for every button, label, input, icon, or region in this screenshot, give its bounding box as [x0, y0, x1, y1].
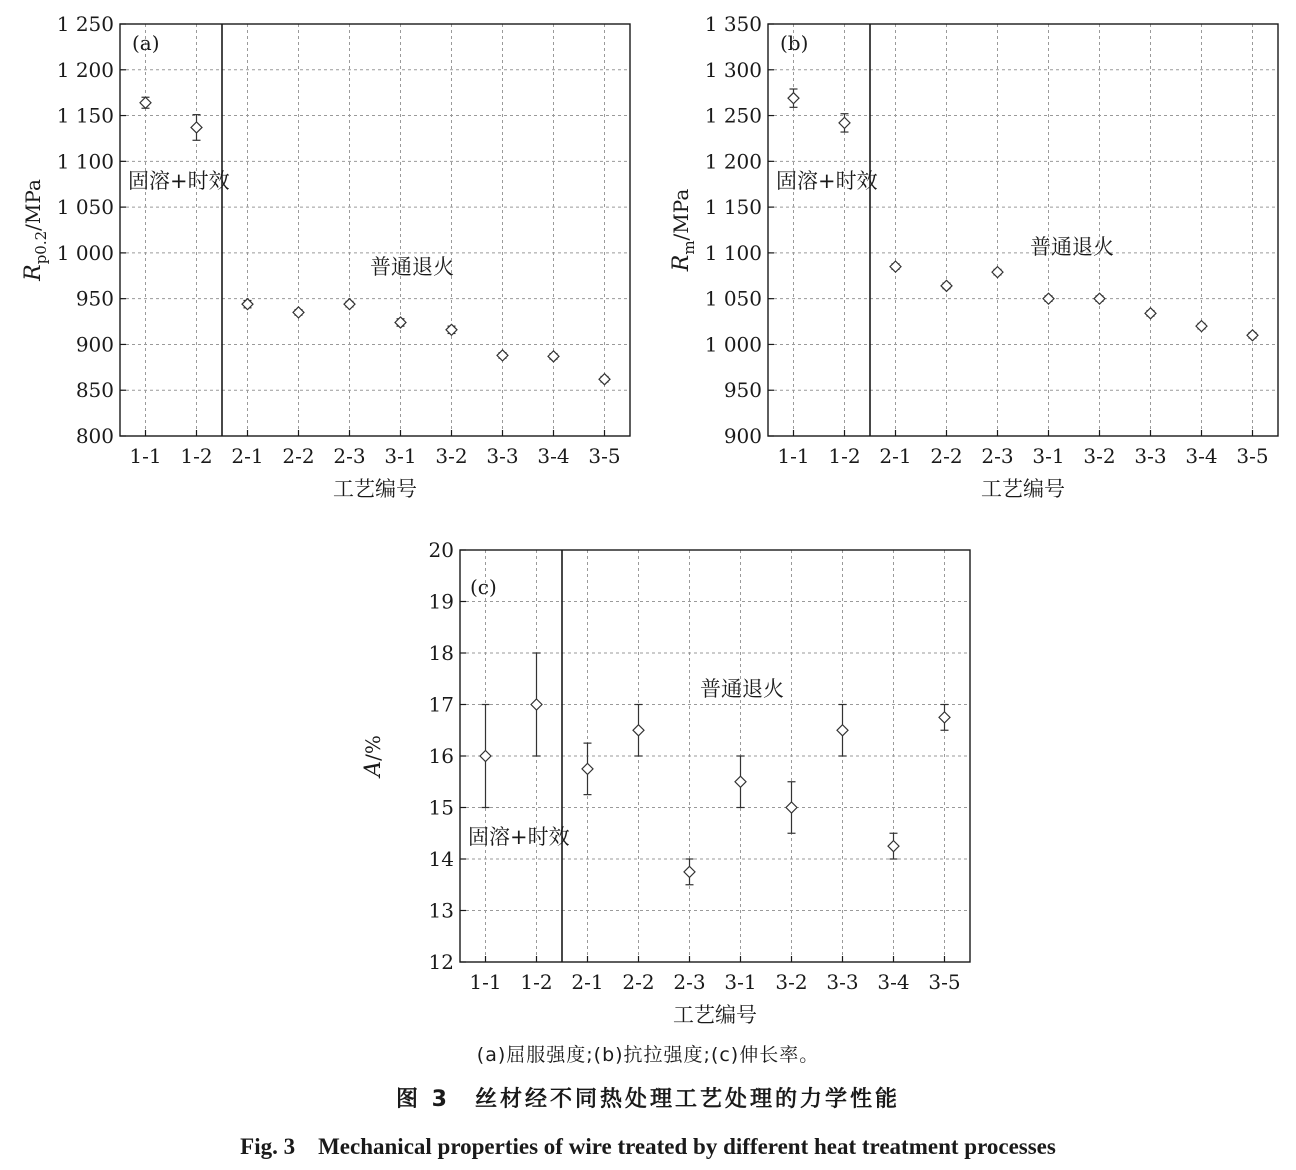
diamond-marker — [1145, 308, 1156, 319]
subfigure-caption: (a)屈服强度;(b)抗拉强度;(c)伸长率。 — [476, 1044, 820, 1066]
annotation-left-group: 固溶+时效 — [128, 169, 230, 193]
x-tick-label: 2-2 — [930, 444, 963, 468]
data-point — [582, 743, 593, 795]
diamond-marker — [344, 299, 355, 310]
y-tick-label: 850 — [75, 378, 114, 403]
diamond-marker — [786, 802, 797, 813]
diamond-marker — [599, 374, 610, 385]
data-point — [242, 299, 253, 310]
data-point — [786, 782, 797, 834]
panel-tag: (a) — [132, 31, 160, 55]
chart-panel-a — [0, 0, 650, 510]
y-axis-label — [669, 189, 698, 273]
y-tick-label: 1 000 — [704, 332, 762, 357]
y-tick-label: 14 — [428, 847, 454, 871]
y-axis-label-symbol: R — [21, 264, 46, 281]
grid — [768, 24, 1278, 436]
x-tick-label: 3-1 — [724, 970, 757, 994]
y-tick-label: 900 — [723, 424, 762, 448]
x-tick-label: 3-2 — [775, 970, 808, 994]
data-point — [992, 267, 1003, 278]
data-point — [191, 115, 202, 141]
figure-title-chinese: 图 3 丝材经不同热处理工艺处理的力学性能 — [396, 1087, 900, 1112]
y-tick-label: 1 200 — [56, 57, 114, 82]
data-point — [1145, 308, 1156, 319]
data-point — [1043, 293, 1054, 304]
y-axis-label — [21, 179, 50, 282]
y-tick-label: 17 — [428, 692, 454, 717]
diamond-marker — [1247, 330, 1258, 341]
diamond-marker — [684, 866, 695, 877]
y-axis-label-subscript: p0.2 — [32, 230, 50, 265]
x-tick-label: 3-2 — [435, 444, 468, 468]
x-tick-label: 3-1 — [384, 444, 417, 468]
data-point — [735, 756, 746, 808]
y-tick-label: 1 150 — [56, 103, 114, 128]
diamond-marker — [531, 699, 542, 710]
y-tick-label: 20 — [428, 538, 454, 562]
data-point — [941, 280, 952, 291]
x-tick-label: 3-2 — [1083, 444, 1116, 468]
x-tick-label: 1-2 — [828, 444, 861, 468]
x-axis-label: 工艺编号 — [673, 1003, 757, 1027]
y-tick-label: 12 — [428, 950, 454, 974]
x-axis-label: 工艺编号 — [333, 477, 417, 501]
diamond-marker — [480, 751, 491, 762]
x-tick-label: 3-3 — [486, 444, 519, 468]
annotation-right-group: 普通退火 — [700, 677, 784, 701]
y-axis-label-subscript: m — [680, 240, 698, 255]
diamond-marker — [1196, 321, 1207, 332]
y-axis-label-unit: /MPa — [21, 179, 45, 231]
panel-tag: (c) — [470, 575, 497, 599]
x-tick-label: 3-5 — [928, 970, 961, 994]
x-tick-label: 2-1 — [571, 970, 604, 994]
chart-panel-c — [340, 526, 990, 1036]
diamond-marker — [890, 261, 901, 272]
grid — [120, 24, 630, 436]
chart-svg — [648, 0, 1296, 510]
x-tick-label: 3-3 — [826, 970, 859, 994]
data-point — [531, 653, 542, 756]
y-tick-label: 1 100 — [704, 240, 762, 265]
y-tick-label: 15 — [428, 795, 454, 820]
x-tick-label: 2-2 — [282, 444, 315, 468]
diamond-marker — [140, 97, 151, 108]
y-tick-label: 1 000 — [56, 240, 114, 265]
y-tick-label: 1 350 — [704, 12, 762, 36]
x-tick-label: 3-5 — [1236, 444, 1269, 468]
y-axis-label-unit: /% — [361, 735, 385, 761]
data-point — [939, 705, 950, 731]
y-axis-label-symbol: R — [669, 254, 694, 272]
x-tick-label: 3-4 — [1185, 444, 1218, 468]
x-axis-label: 工艺编号 — [981, 477, 1065, 501]
data-point — [890, 261, 901, 272]
y-tick-label: 18 — [428, 641, 454, 665]
chart-svg — [0, 0, 650, 510]
diamond-marker — [888, 841, 899, 852]
diamond-marker — [582, 763, 593, 774]
data-point — [1247, 330, 1258, 341]
figure-title-english: Fig. 3 Mechanical properties of wire treated by different heat treatment processes — [240, 1134, 1056, 1159]
diamond-marker — [941, 280, 952, 291]
diamond-marker — [497, 350, 508, 361]
diamond-marker — [939, 712, 950, 723]
diamond-marker — [633, 725, 644, 736]
y-tick-label: 1 050 — [704, 286, 762, 311]
y-tick-label: 800 — [75, 424, 114, 448]
diamond-marker — [548, 351, 559, 362]
data-point — [293, 307, 304, 318]
y-tick-label: 19 — [428, 589, 454, 614]
x-tick-label: 2-3 — [673, 970, 706, 994]
data-point — [497, 350, 508, 361]
x-tick-label: 3-4 — [877, 970, 910, 994]
data-point — [446, 324, 457, 335]
data-point — [140, 97, 151, 108]
data-point — [684, 859, 695, 885]
y-tick-label: 13 — [428, 898, 454, 923]
x-tick-label: 2-3 — [333, 444, 366, 468]
y-tick-label: 1 150 — [704, 195, 762, 220]
data-point — [839, 114, 850, 132]
chart-panel-b — [648, 0, 1296, 510]
data-point — [633, 705, 644, 757]
diamond-marker — [735, 776, 746, 787]
data-point — [599, 374, 610, 385]
diamond-marker — [839, 117, 850, 128]
annotation-right-group: 普通退火 — [370, 255, 454, 279]
x-tick-label: 1-1 — [777, 444, 810, 468]
x-tick-label: 2-2 — [622, 970, 655, 994]
y-tick-label: 1 050 — [56, 195, 114, 220]
y-tick-label: 1 300 — [704, 57, 762, 82]
y-tick-label: 1 100 — [56, 149, 114, 174]
y-tick-label: 1 200 — [704, 149, 762, 174]
data-point — [888, 833, 899, 859]
x-tick-label: 3-4 — [537, 444, 570, 468]
x-tick-label: 1-2 — [520, 970, 553, 994]
data-point — [480, 705, 491, 808]
data-point — [1196, 321, 1207, 332]
x-tick-label: 2-3 — [981, 444, 1014, 468]
y-tick-label: 1 250 — [704, 103, 762, 128]
y-axis-label-symbol: A — [361, 760, 386, 777]
y-tick-label: 16 — [428, 744, 454, 768]
diamond-marker — [1043, 293, 1054, 304]
x-tick-label: 3-5 — [588, 444, 621, 468]
diamond-marker — [837, 725, 848, 736]
diamond-marker — [992, 267, 1003, 278]
x-tick-label: 1-1 — [469, 970, 502, 994]
diamond-marker — [1094, 293, 1105, 304]
x-tick-label: 3-1 — [1032, 444, 1065, 468]
x-tick-label: 2-1 — [231, 444, 264, 468]
y-tick-label: 950 — [723, 378, 762, 403]
data-point — [548, 351, 559, 362]
diamond-marker — [293, 307, 304, 318]
annotation-left-group: 固溶+时效 — [468, 825, 570, 849]
annotation-left-group: 固溶+时效 — [776, 169, 878, 193]
y-tick-label: 1 250 — [56, 12, 114, 36]
data-point — [344, 299, 355, 310]
x-tick-label: 3-3 — [1134, 444, 1167, 468]
x-tick-label: 2-1 — [879, 444, 912, 468]
diamond-marker — [788, 93, 799, 104]
data-point — [837, 705, 848, 757]
x-tick-label: 1-1 — [129, 444, 162, 468]
y-axis-label — [361, 735, 386, 779]
annotation-right-group: 普通退火 — [1030, 235, 1114, 259]
y-tick-label: 950 — [75, 286, 114, 311]
diamond-marker — [191, 122, 202, 133]
x-tick-label: 1-2 — [180, 444, 213, 468]
data-point — [788, 89, 799, 107]
panel-tag: (b) — [780, 31, 809, 55]
y-tick-label: 900 — [75, 332, 114, 357]
chart-svg — [340, 526, 990, 1036]
data-point — [395, 317, 406, 328]
data-point — [1094, 293, 1105, 304]
y-axis-label-unit: /MPa — [669, 188, 693, 241]
